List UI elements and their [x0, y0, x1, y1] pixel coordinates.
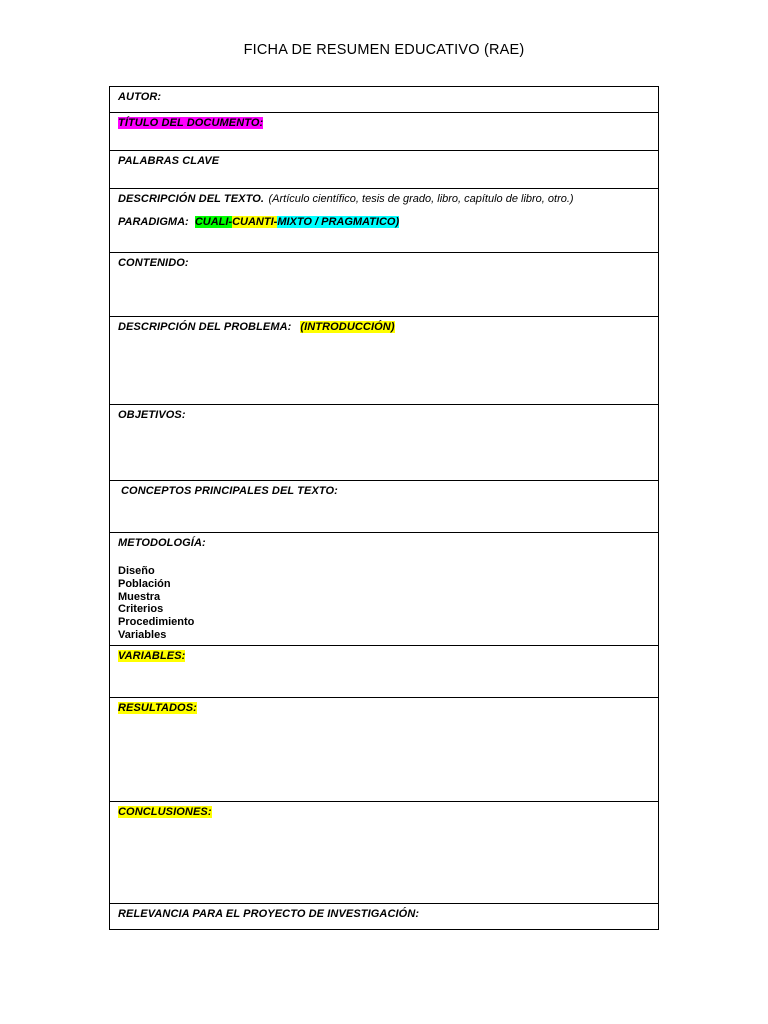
list-item: Muestra	[118, 590, 161, 603]
label-introduccion: (INTRODUCCIÓN)	[300, 321, 395, 333]
row-relevancia[interactable]	[110, 904, 658, 929]
row-autor[interactable]	[110, 87, 658, 113]
list-item: Procedimiento	[118, 616, 195, 629]
page-title: FICHA DE RESUMEN EDUCATIVO (RAE)	[243, 42, 525, 58]
row-descripcion-texto[interactable]	[110, 189, 658, 253]
label-resultados: RESULTADOS:	[118, 702, 197, 714]
row-descripcion-problema[interactable]	[110, 317, 658, 405]
row-metodologia[interactable]	[110, 533, 658, 646]
label-autor: AUTOR:	[118, 91, 162, 103]
paradigma-cuanti[interactable]: CUANTI-	[232, 216, 278, 228]
label-conclusiones: CONCLUSIONES:	[118, 806, 212, 818]
label-titulo: TÍTULO DEL DOCUMENTO:	[118, 117, 264, 129]
label-metodologia: METODOLOGÍA:	[118, 537, 206, 549]
paradigma-mixto[interactable]: MIXTO / PRAGMATICO)	[277, 216, 400, 228]
list-item: Variables	[118, 628, 167, 641]
row-palabras-clave[interactable]	[110, 151, 658, 189]
label-relevancia: RELEVANCIA PARA EL PROYECTO DE INVESTIGACIÓN:	[118, 908, 420, 920]
list-item: Población	[118, 577, 171, 590]
label-objetivos: OBJETIVOS:	[118, 409, 186, 421]
label-conceptos: CONCEPTOS PRINCIPALES DEL TEXTO:	[121, 485, 338, 497]
row-variables[interactable]	[110, 646, 658, 698]
row-conceptos[interactable]	[110, 481, 658, 533]
paradigma-cuali[interactable]: CUALI-	[194, 216, 233, 228]
label-descripcion-problema: DESCRIPCIÓN DEL PROBLEMA:	[118, 321, 292, 333]
label-descripcion-texto: DESCRIPCIÓN DEL TEXTO.	[118, 193, 265, 205]
label-variables: VARIABLES:	[118, 650, 186, 662]
label-paradigma: PARADIGMA:	[118, 216, 189, 228]
label-contenido: CONTENIDO:	[118, 257, 189, 269]
row-conclusiones[interactable]	[110, 802, 658, 904]
paradigma-line	[118, 216, 650, 228]
list-item: Diseño	[118, 565, 155, 577]
list-item: Criterios	[118, 603, 164, 616]
label-palabras-clave: PALABRAS CLAVE	[118, 155, 220, 167]
row-contenido[interactable]	[110, 253, 658, 317]
rae-form	[109, 86, 659, 930]
row-titulo[interactable]	[110, 113, 658, 151]
descripcion-texto-note: (Artículo científico, tesis de grado, libro, capítulo de libro, otro.)	[268, 193, 574, 205]
row-objetivos[interactable]	[110, 405, 658, 481]
metodologia-list	[118, 565, 650, 642]
row-resultados[interactable]	[110, 698, 658, 802]
